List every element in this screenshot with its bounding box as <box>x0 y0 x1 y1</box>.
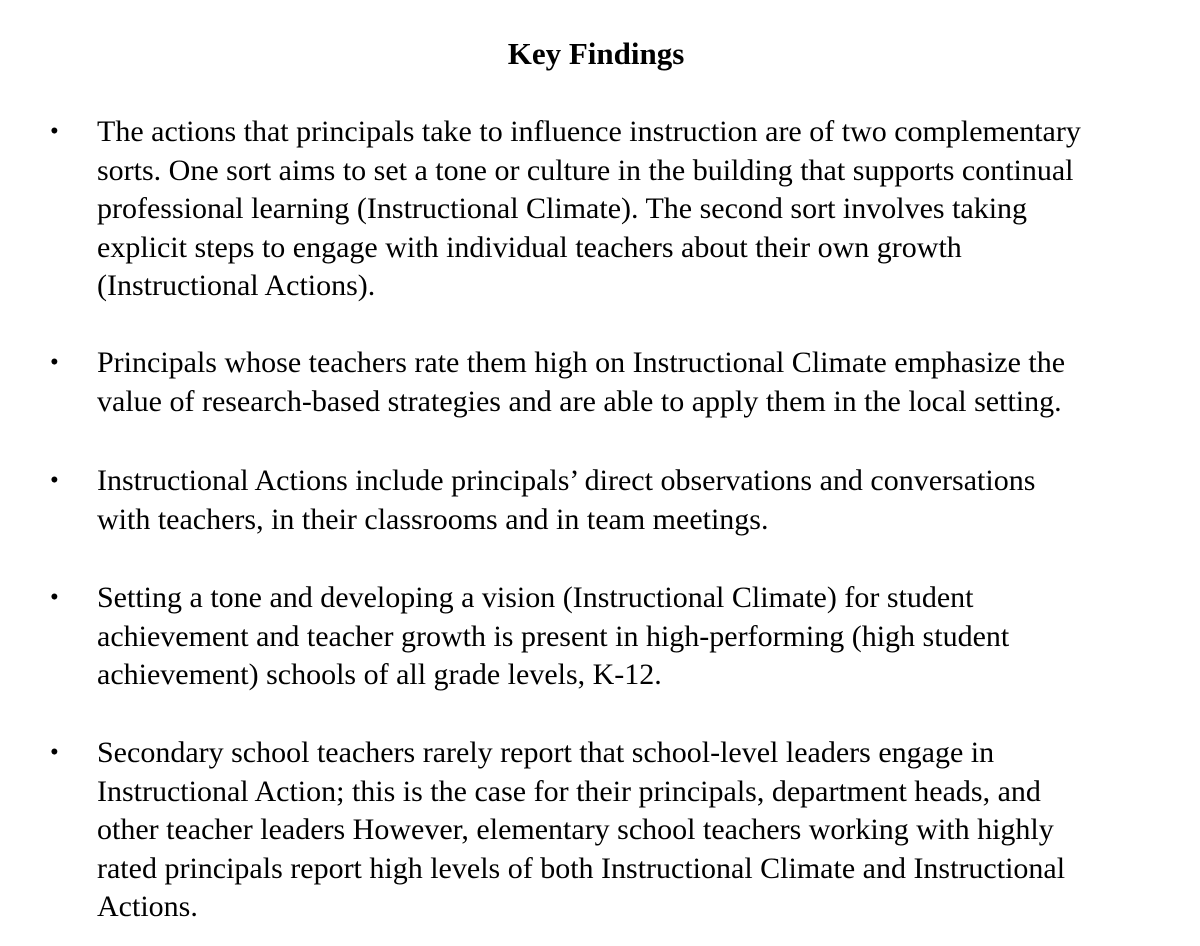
text-line: (Instructional Actions). <box>97 269 376 302</box>
text-line: other teacher leaders However, elementary school teachers working with highly <box>97 813 1054 846</box>
text-line: Setting a tone and developing a vision (Instructional Climate) for student <box>97 581 974 614</box>
text-line: value of research-based strategies and are able to apply them in the local setting. <box>97 384 1062 418</box>
finding-text <box>97 344 1197 421</box>
text-line: achievement) schools of all grade levels, K-12. <box>97 658 662 691</box>
text-line: Principals whose teachers rate them high on Instructional Climate emphasize the <box>97 346 1066 379</box>
finding-text <box>97 113 1197 306</box>
bullet-icon: • <box>50 467 59 494</box>
bullet-icon: • <box>50 584 59 611</box>
text-line: Instructional Actions include principals’ direct observations and conversations <box>97 464 1036 497</box>
text-line: Instructional Action; this is the case for their principals, department heads, and <box>97 774 1041 808</box>
bullet-icon: • <box>50 739 59 766</box>
text-line: The actions that principals take to influence instruction are of two complementary <box>97 115 1081 148</box>
finding-text <box>97 462 1197 539</box>
finding-text <box>97 734 1197 927</box>
text-line: professional learning (Instructional Climate). The second sort involves taking <box>97 192 1028 225</box>
finding-text <box>97 579 1197 695</box>
bullet-icon: • <box>50 349 59 376</box>
text-line: Secondary school teachers rarely report that school-level leaders engage in <box>97 736 995 769</box>
text-line: explicit steps to engage with individual teachers about their own growth <box>97 230 962 264</box>
text-line: with teachers, in their classrooms and in team meetings. <box>97 502 769 536</box>
bullet-icon: • <box>50 118 59 145</box>
text-line: Actions. <box>97 890 198 923</box>
text-line: sorts. One sort aims to set a tone or culture in the building that supports continual <box>97 153 1074 187</box>
text-line: achievement and teacher growth is present in high-performing (high student <box>97 619 1010 653</box>
text-line: rated principals report high levels of both Instructional Climate and Instructional <box>97 851 1066 885</box>
page-title: Key Findings <box>507 36 685 71</box>
